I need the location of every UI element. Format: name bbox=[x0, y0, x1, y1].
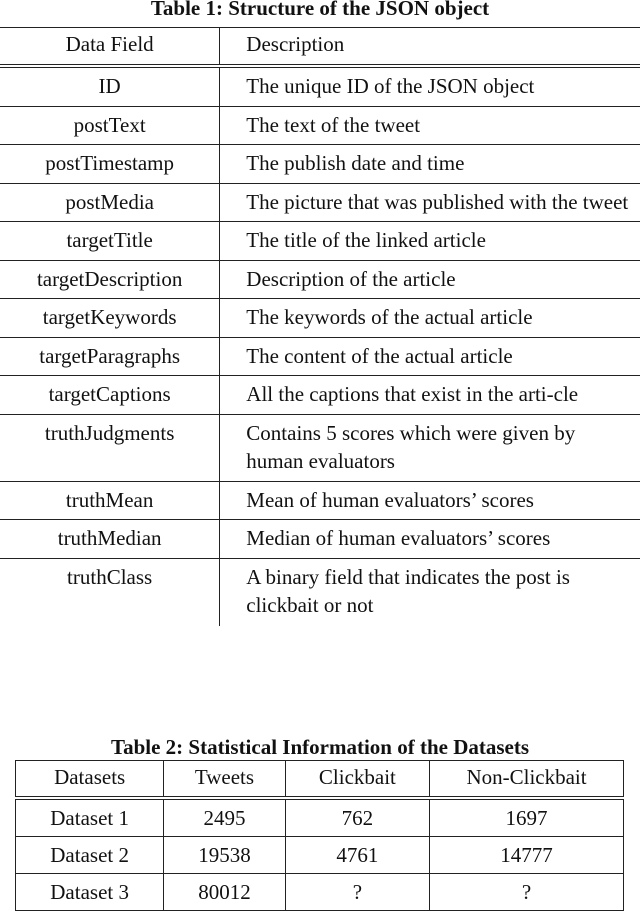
json-structure-table bbox=[0, 27, 640, 626]
field-description: The publish date and time bbox=[246, 151, 465, 175]
field-description: All the captions that exist in the arti-cle bbox=[246, 382, 579, 406]
header-data-field: Data Field bbox=[0, 28, 220, 67]
header-description: Description bbox=[246, 32, 345, 56]
field-name: postMedia bbox=[0, 183, 220, 222]
header-tweets: Tweets bbox=[164, 761, 285, 799]
table-row bbox=[0, 337, 640, 376]
table-row bbox=[0, 520, 640, 559]
table-row bbox=[0, 222, 640, 261]
clickbait-count: 4761 bbox=[285, 837, 429, 874]
tweets-count: 2495 bbox=[164, 798, 285, 837]
field-name: truthMean bbox=[0, 481, 220, 520]
non-clickbait-count: ? bbox=[521, 880, 532, 904]
field-name: truthJudgments bbox=[0, 414, 220, 481]
clickbait-count: 762 bbox=[285, 798, 429, 837]
field-description: A binary field that indicates the post is clickbait or not bbox=[246, 564, 570, 617]
non-clickbait-count: 14777 bbox=[500, 843, 553, 867]
field-name: targetCaptions bbox=[0, 376, 220, 415]
table-row bbox=[16, 874, 624, 911]
table-header-row bbox=[16, 761, 624, 799]
table-row bbox=[0, 145, 640, 184]
field-name: targetTitle bbox=[0, 222, 220, 261]
field-name: truthMedian bbox=[0, 520, 220, 559]
field-description: Description of the article bbox=[246, 266, 456, 291]
table-header-row bbox=[0, 28, 640, 67]
tweets-count: 19538 bbox=[164, 837, 285, 874]
dataset-name: Dataset 3 bbox=[16, 874, 164, 911]
table-row bbox=[0, 299, 640, 338]
table2-caption: Table 2: Statistical Information of the Datasets bbox=[110, 735, 530, 759]
field-name: postText bbox=[0, 106, 220, 145]
field-description: The picture that was published with the tweet bbox=[246, 189, 629, 214]
table-row bbox=[0, 260, 640, 299]
field-description: The content of the actual article bbox=[246, 343, 513, 368]
field-name: truthClass bbox=[0, 558, 220, 626]
field-description: Contains 5 scores which were given by human evaluators bbox=[246, 420, 576, 473]
table-row bbox=[16, 837, 624, 874]
field-description: The unique ID of the JSON object bbox=[246, 74, 535, 98]
field-name: targetDescription bbox=[0, 260, 220, 299]
table-row bbox=[0, 106, 640, 145]
field-name: ID bbox=[0, 66, 220, 106]
field-name: postTimestamp bbox=[0, 145, 220, 184]
field-name: targetKeywords bbox=[0, 299, 220, 338]
clickbait-count: ? bbox=[285, 874, 429, 911]
field-description: The text of the tweet bbox=[246, 112, 421, 137]
table-row bbox=[16, 798, 624, 837]
field-description: The keywords of the actual article bbox=[246, 305, 533, 329]
header-non-clickbait: Non-Clickbait bbox=[466, 765, 587, 789]
table-row bbox=[0, 66, 640, 106]
field-description: The title of the linked article bbox=[246, 228, 486, 252]
table-row bbox=[0, 558, 640, 626]
table1-caption: Table 1: Structure of the JSON object bbox=[150, 0, 490, 20]
dataset-name: Dataset 1 bbox=[16, 798, 164, 837]
non-clickbait-count: 1697 bbox=[505, 806, 548, 830]
header-clickbait: Clickbait bbox=[285, 761, 429, 799]
header-datasets: Datasets bbox=[16, 761, 164, 799]
field-description: Mean of human evaluators’ scores bbox=[246, 487, 534, 512]
field-name: targetParagraphs bbox=[0, 337, 220, 376]
table-row bbox=[0, 481, 640, 520]
table-row bbox=[0, 376, 640, 415]
field-description: Median of human evaluators’ scores bbox=[246, 526, 551, 550]
table-row bbox=[0, 183, 640, 222]
tweets-count: 80012 bbox=[164, 874, 285, 911]
dataset-name: Dataset 2 bbox=[16, 837, 164, 874]
dataset-statistics-table bbox=[15, 760, 624, 911]
table-row bbox=[0, 414, 640, 481]
